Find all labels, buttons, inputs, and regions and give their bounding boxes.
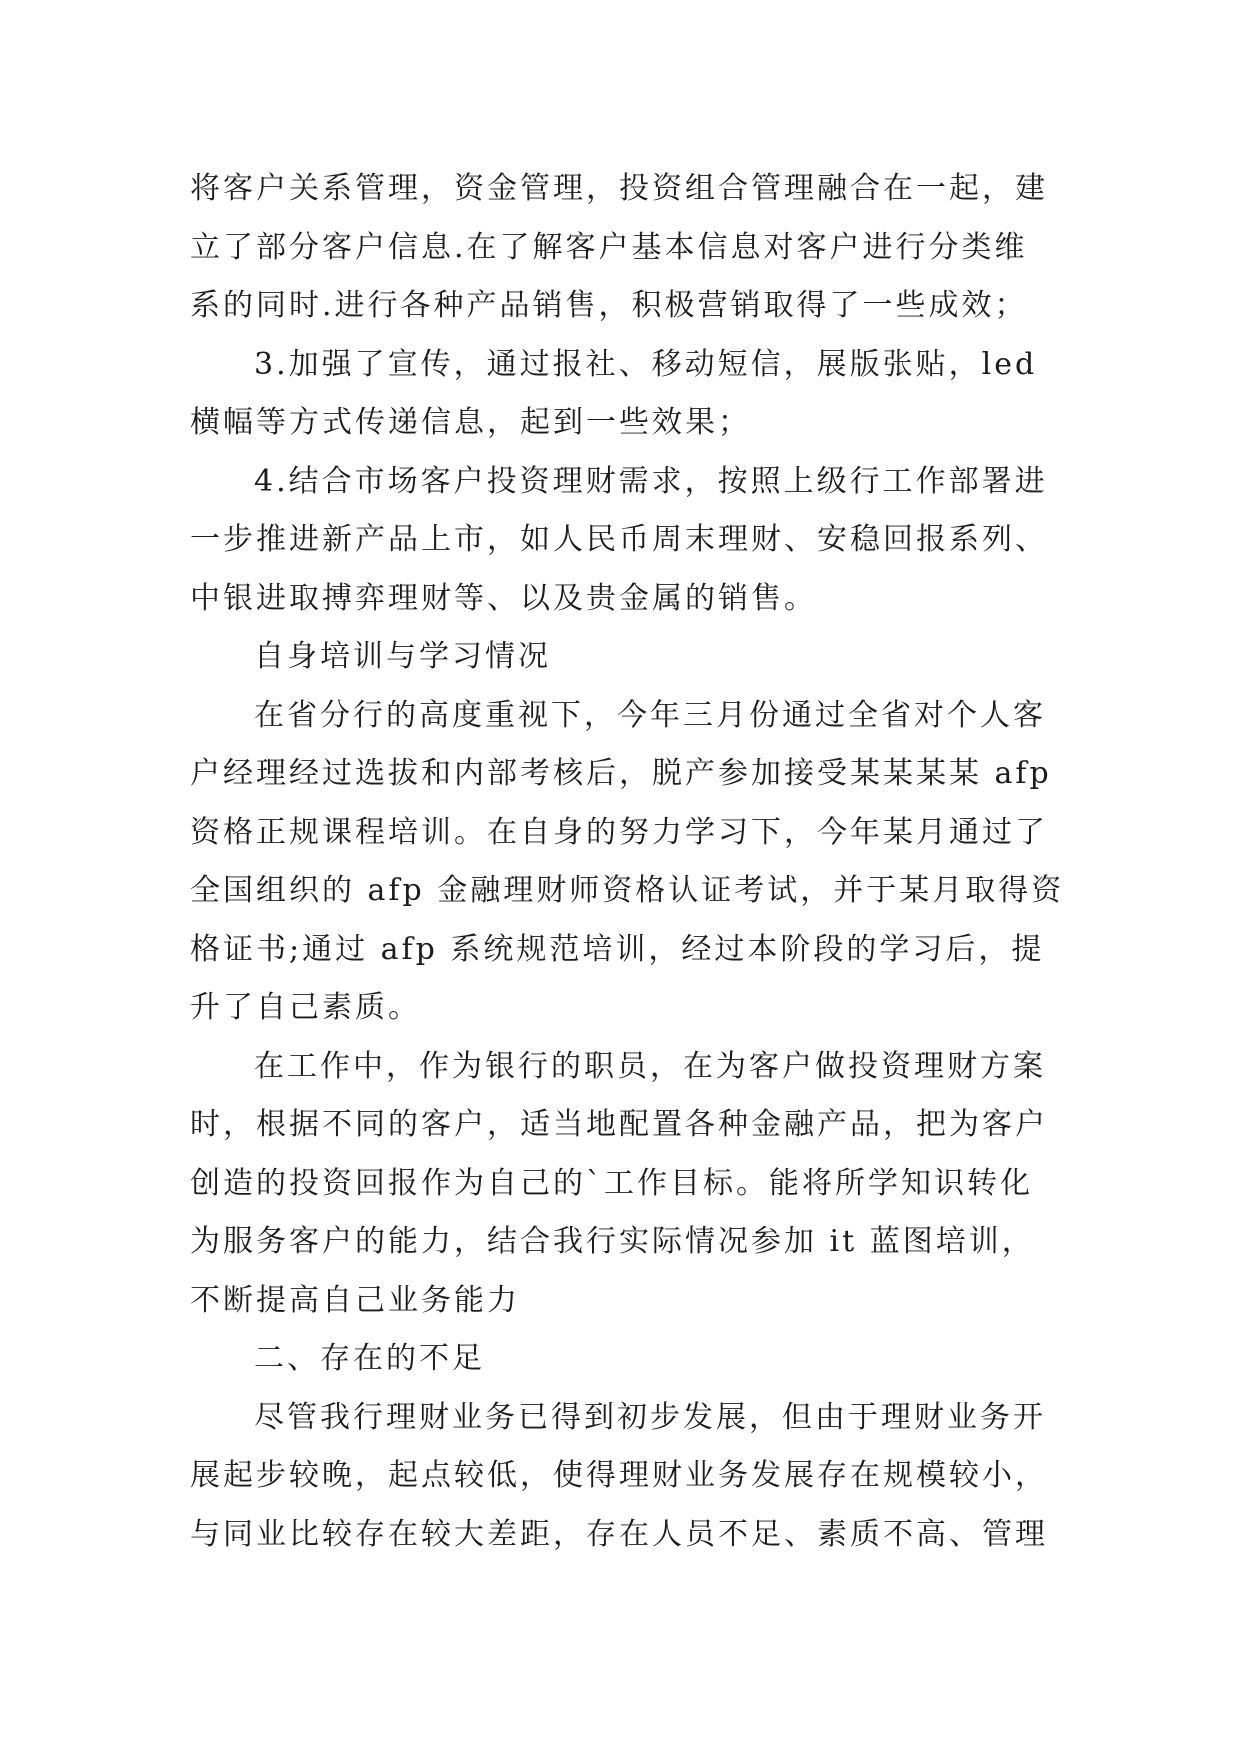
paragraph-line: 将客户关系管理，资金管理，投资组合管理融合在一起，建 bbox=[190, 171, 1048, 206]
paragraph-line: 时，根据不同的客户，适当地配置各种金融产品，把为客户 bbox=[190, 1107, 1048, 1142]
paragraph-line: 一步推进新产品上市，如人民币周末理财、安稳回报系列、 bbox=[190, 522, 1048, 557]
paragraph-line: 3.加强了宣传，通过报社、移动短信，展版张贴，led bbox=[254, 346, 1038, 382]
paragraph-line: 户经理经过选拔和内部考核后，脱产参加接受某某某某 afp bbox=[190, 756, 1052, 791]
paragraph-line: 不断提高自己业务能力 bbox=[190, 1282, 520, 1318]
paragraph-line: 中银进取搏弈理财等、以及贵金属的销售。 bbox=[190, 580, 817, 616]
paragraph-line: 横幅等方式传递信息，起到一些效果； bbox=[190, 405, 751, 440]
paragraph-line: 尽管我行理财业务已得到初步发展，但由于理财业务开 bbox=[254, 1399, 1046, 1435]
paragraph-line: 系的同时.进行各种产品销售，积极营销取得了一些成效； bbox=[190, 288, 1028, 323]
paragraph-line: 资格正规课程培训。在自身的努力学习下，今年某月通过了 bbox=[190, 814, 1048, 850]
paragraph-line: 全国组织的 afp 金融理财师资格认证考试，并于某月取得资 bbox=[190, 873, 1065, 908]
paragraph-line: 为服务客户的能力，结合我行实际情况参加 it 蓝图培训， bbox=[190, 1224, 1035, 1259]
paragraph-line: 格证书;通过 afp 系统规范培训，经过本阶段的学习后，提 bbox=[190, 931, 1045, 967]
paragraph-line: 立了部分客户信息.在了解客户基本信息对客户进行分类维 bbox=[190, 229, 1028, 265]
document-body bbox=[190, 160, 1065, 1564]
section-heading: 二、存在的不足 bbox=[254, 1341, 485, 1376]
paragraph-line: 展起步较晚，起点较低，使得理财业务发展存在规模较小， bbox=[190, 1458, 1048, 1493]
section-heading: 自身培训与学习情况 bbox=[254, 639, 551, 674]
paragraph-line: 创造的投资回报作为自己的`工作目标。能将所学知识转化 bbox=[190, 1165, 1033, 1201]
paragraph-line: 4.结合市场客户投资理财需求，按照上级行工作部署进 bbox=[254, 463, 1048, 499]
paragraph-line: 在省分行的高度重视下，今年三月份通过全省对个人客 bbox=[254, 697, 1046, 733]
paragraph-line: 在工作中，作为银行的职员，在为客户做投资理财方案 bbox=[254, 1048, 1046, 1084]
paragraph-line: 与同业比较存在较大差距，存在人员不足、素质不高、管理 bbox=[190, 1516, 1048, 1552]
paragraph-line: 升了自己素质。 bbox=[190, 990, 421, 1025]
